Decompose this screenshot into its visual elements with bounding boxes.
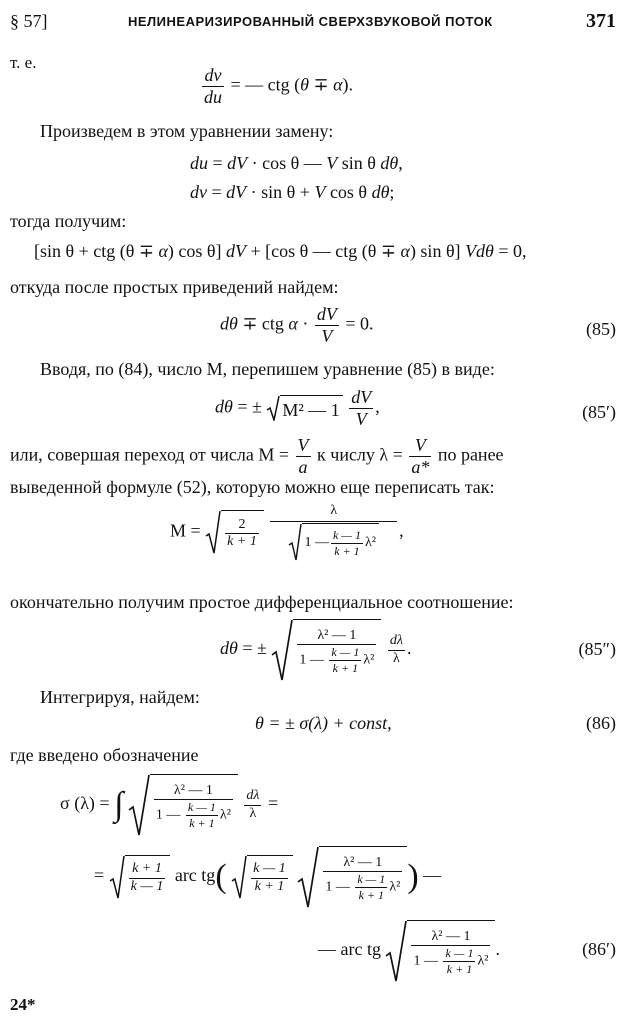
equation-85p-body: dθ = ± M² — 1 $\frac{dV}{V}$ , (215, 387, 380, 429)
transition-text-1: или, совершая переход от числа (10, 444, 254, 465)
equation-86-body: θ = ± σ(λ) + const, (255, 713, 392, 733)
equation-dv: dv = dV · sin θ + V cos θ dθ; (190, 182, 395, 202)
equation-number-86: (86) (586, 713, 616, 733)
equation-85-body: dθ ∓ ctg α · $\frac{dV}{V}$ = 0. (220, 304, 374, 346)
equation-85pp-body: dθ = ± λ² — 1 1 — $\frac{k — 1}{k + 1}$ λ² $\frac{d\lambda}{\lambda}$ . (220, 619, 411, 681)
transition-line-2: выведенной формуле (52), которую можно еще переписать так: (10, 477, 495, 497)
page-number: 371 (586, 10, 616, 32)
signature-mark: 24* (10, 995, 36, 1014)
equation-sigma-definition: σ (λ) = ∫ λ² — 1 1 — $\frac{k — 1}{k + 1}$ λ² $\frac{d\lambda}{\lambda}$ = (60, 774, 278, 836)
section-mark: § 57] (10, 11, 48, 31)
equation-sigma-result-line2: — arc tg λ² — 1 1 — $\frac{k — 1}{k + 1}$ λ² . (318, 920, 500, 982)
transition-line-1: или, совершая переход от числа M = $\frac{V}{a}$ к числу λ = $\frac{V}{a*}$ по ранее (10, 435, 504, 477)
equation-number-85pp: (85″) (578, 639, 616, 659)
equation-M: M = $\frac{2}{k + 1}$ λ 1 — $\frac{k — 1}{k + 1}$ λ² , (170, 504, 404, 561)
equation-dv-du: $\frac{dv}{du}$ = — ctg (θ ∓ α). (204, 65, 354, 107)
text-finally: окончательно получим простое дифференциальное соотношение: (10, 592, 514, 612)
transition-text-3: по ранее (437, 444, 504, 465)
equation-sigma-result-line1: = $\frac{k + 1}{k — 1}$ arc tg( $\frac{k — 1}{k + 1}$ λ² — 1 1 — $\frac{k — 1}{k + 1}$ λ² ) — (94, 846, 441, 908)
equation-combined: [sin θ + ctg (θ ∓ α) cos θ] dV + [cos θ — ctg (θ ∓ α) sin θ] Vdθ = 0, (34, 241, 527, 261)
text-introducing-M: Вводя, по (84), число M, перепишем уравнение (85) в виде: (40, 359, 495, 379)
equation-number-85p: (85′) (582, 402, 616, 422)
text-integrating: Интегрируя, найдем: (40, 687, 200, 707)
text-after-simplify: откуда после простых приведений найдем: (10, 277, 339, 297)
equation-du: du = dV · cos θ — V sin θ dθ, (190, 153, 403, 173)
text-notation: где введено обозначение (10, 745, 199, 765)
equation-number-86p: (86′) (582, 939, 616, 959)
text-then-get: тогда получим: (10, 211, 127, 231)
running-title: НЕЛИНЕАРИЗИРОВАННЫЙ СВЕРХЗВУКОВОЙ ПОТОК (128, 14, 493, 29)
text-t-e: т. е. (10, 53, 37, 72)
equation-number-85: (85) (586, 319, 616, 339)
text-intro-substitution: Произведем в этом уравнении замену: (40, 121, 334, 141)
transition-text-2: к числу (317, 444, 375, 465)
